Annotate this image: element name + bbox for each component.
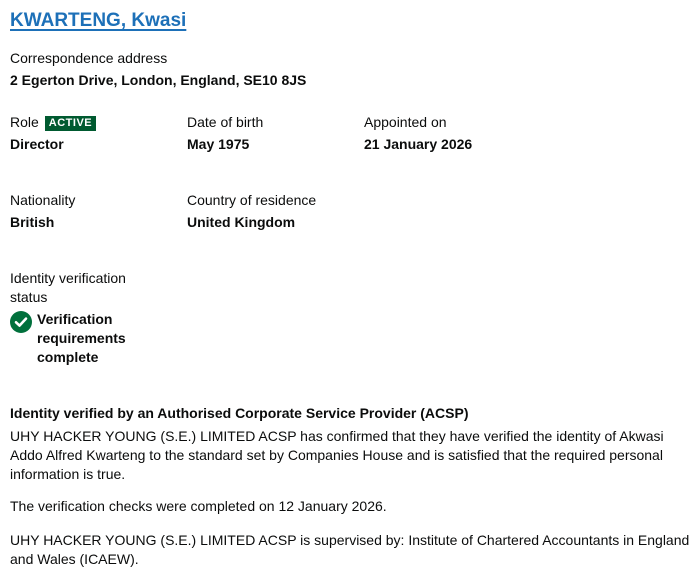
- correspondence-address-label: Correspondence address: [10, 50, 168, 66]
- status-badge: ACTIVE: [45, 116, 96, 131]
- officer-name-link[interactable]: KWARTENG, Kwasi: [10, 10, 187, 31]
- nationality-label: Nationality: [10, 192, 76, 208]
- identity-verification-label: Identity verification status: [10, 270, 126, 305]
- check-circle-icon: [10, 311, 32, 333]
- appointed-value: 21 January 2026: [364, 136, 473, 152]
- acsp-paragraph-3: UHY HACKER YOUNG (S.E.) LIMITED ACSP is supervised by: Institute of Chartered Accountants in England and Wales (ICAEW).: [10, 532, 690, 567]
- residence-label: Country of residence: [187, 192, 317, 208]
- acsp-paragraph-2: The verification checks were completed on 12 January 2026.: [10, 498, 387, 514]
- residence-value: United Kingdom: [187, 214, 296, 230]
- verification-status-text: Verification requirements complete: [37, 311, 126, 365]
- role-label: Role: [10, 114, 39, 130]
- role-label-row: [10, 113, 96, 132]
- role-value: Director: [10, 136, 64, 152]
- correspondence-address-value: 2 Egerton Drive, London, England, SE10 8JS: [10, 72, 307, 88]
- acsp-paragraph-1: UHY HACKER YOUNG (S.E.) LIMITED ACSP has confirmed that they have verified the identity of Akwasi Addo Alfred Kwarteng to the standard set by Companies House and is satisfied that the required personal information is true.: [10, 428, 664, 482]
- dob-value: May 1975: [187, 136, 250, 152]
- nationality-value: British: [10, 214, 55, 230]
- dob-label: Date of birth: [187, 114, 264, 130]
- acsp-heading: Identity verified by an Authorised Corporate Service Provider (ACSP): [10, 405, 469, 421]
- appointed-label: Appointed on: [364, 114, 447, 130]
